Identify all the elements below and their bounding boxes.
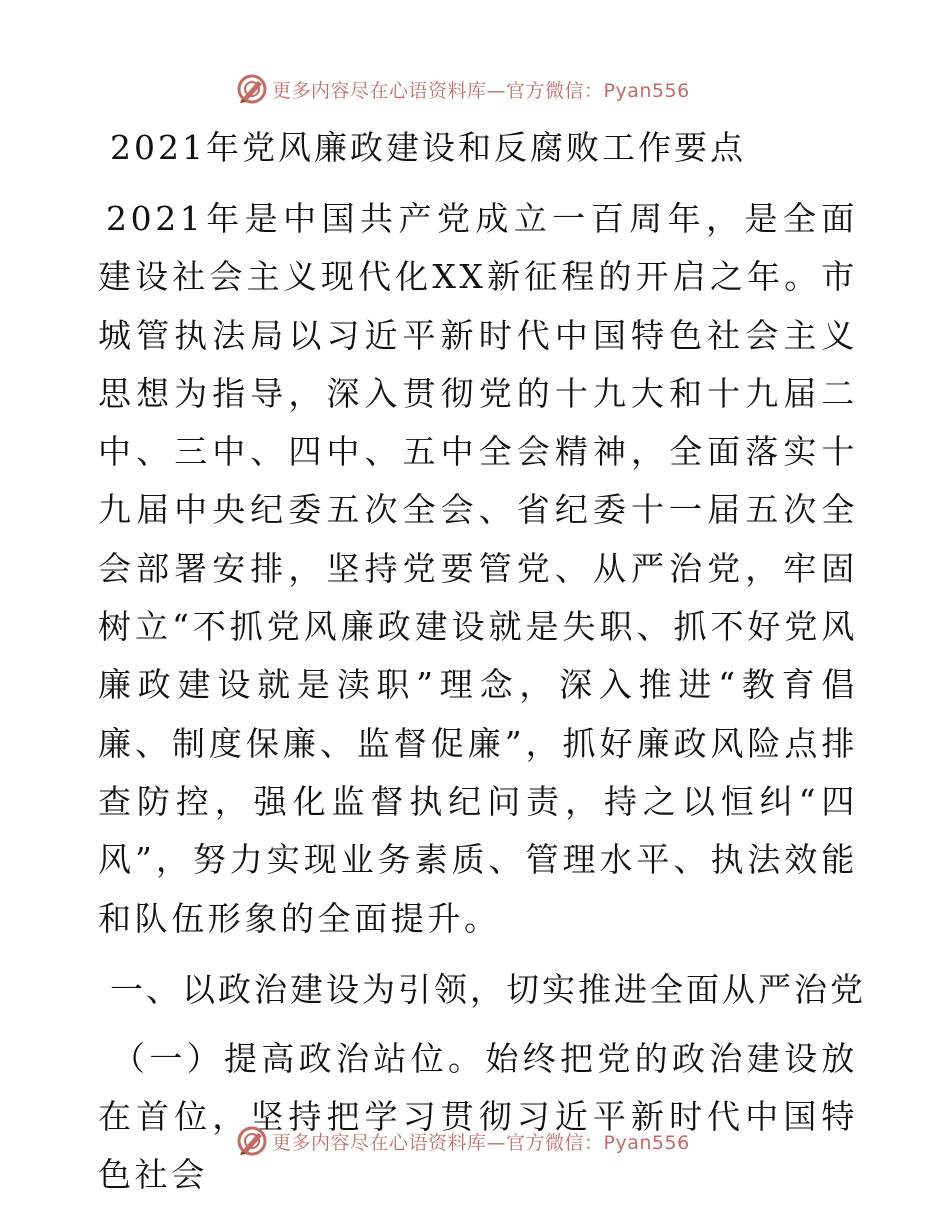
pen-logo-icon <box>236 1125 268 1157</box>
watermark-text: 更多内容尽在心语资料库—官方微信：Pyan556 <box>272 79 690 102</box>
document-title: 2021年党风廉政建设和反腐败工作要点 <box>110 128 746 167</box>
watermark-footer <box>236 1124 690 1158</box>
pen-logo-icon <box>236 73 268 105</box>
document-body <box>98 118 866 1205</box>
section-1-item-1: （一）提高政治站位。始终把党的政治建设放在首位，坚持把学习贯彻习近平新时代中国特色社会 <box>98 1038 858 1195</box>
watermark-text: 更多内容尽在心语资料库—官方微信：Pyan556 <box>272 1131 690 1154</box>
intro-paragraph: 2021年是中国共产党成立一百周年，是全面建设社会主义现代化XX新征程的开启之年。市城管执法局以习近平新时代中国特色社会主义思想为指导，深入贯彻党的十九大和十九届二中、三中、四中、五中全会精神，全面落实十九届中央纪委五次全会、省纪委十一届五次全会部署安排，坚持党要管党、从严治党，牢固树立“不抓党风廉政建设就是失职、抓不好党风廉政建设就是渎职”理念，深入推进“教育倡廉、制度保廉、监督促廉”，抓好廉政风险点排查防控，强化监督执纪问责，持之以恒纠“四风”，努力实现业务素质、管理水平、执法效能和队伍形象的全面提升。 <box>98 199 858 938</box>
section-heading-1: 一、以政治建设为引领，切实推进全面从严治党 <box>110 969 866 1009</box>
watermark-header <box>236 72 690 106</box>
